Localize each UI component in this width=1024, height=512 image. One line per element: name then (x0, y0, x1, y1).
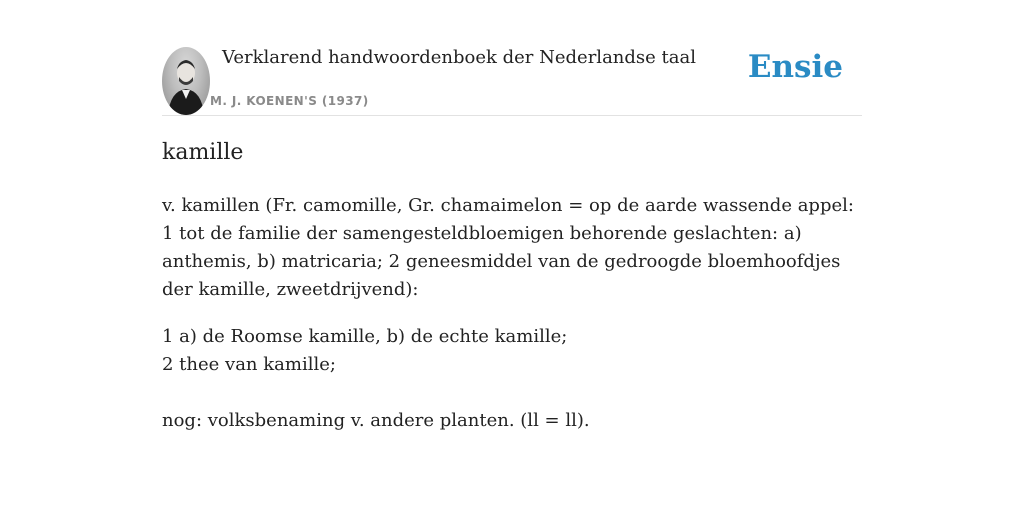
entry-body (162, 192, 862, 435)
entry-example-1: 1 a) de Roomse kamille, b) de echte kamille; (162, 326, 568, 347)
dictionary-author: M. J. KOENEN'S (1937) (210, 94, 369, 108)
entry-headword: kamille (162, 140, 244, 165)
author-portrait (162, 47, 210, 115)
dictionary-header (162, 44, 862, 116)
entry-note: nog: volksbenaming v. andere planten. (ll = ll). (162, 410, 590, 431)
entry-definition: v. kamillen (Fr. camomille, Gr. chamaimelon = op de aarde wassende appel: 1 tot de familie der samengesteldbloemigen behorende geslachten: a) anthemis, b) matricaria; 2 geneesmiddel van de gedroogde bloemhoofdjes der kamille, zweetdrijvend): (162, 195, 854, 300)
author-portrait-image (162, 47, 210, 115)
dictionary-title[interactable]: Verklarend handwoordenboek der Nederlandse taal (222, 47, 696, 68)
spacer (162, 379, 862, 407)
ensie-logo-link[interactable]: Ensie (747, 49, 843, 85)
spacer (162, 304, 862, 323)
entry-example-2: 2 thee van kamille; (162, 354, 336, 375)
